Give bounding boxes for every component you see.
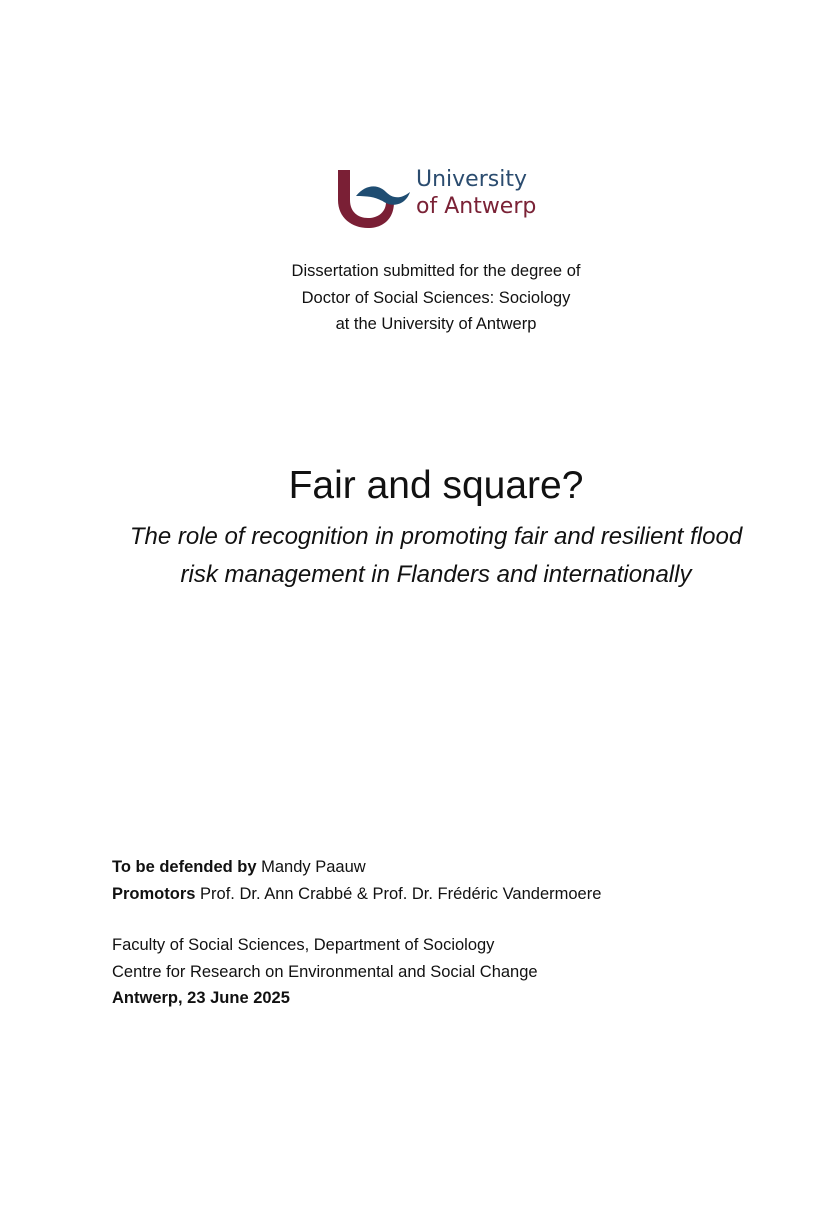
faculty-line: Faculty of Social Sciences, Department of Sociology bbox=[112, 936, 495, 954]
dissertation-statement bbox=[0, 258, 836, 338]
place-date-line bbox=[112, 985, 812, 1012]
university-logo bbox=[336, 166, 546, 232]
logo-line-university: University bbox=[416, 167, 527, 192]
defended-by-line bbox=[112, 854, 812, 881]
details-spacer bbox=[112, 907, 812, 932]
defended-by-name: Mandy Paauw bbox=[256, 858, 366, 876]
logo-wordmark bbox=[416, 166, 536, 220]
dissertation-title: Fair and square? bbox=[288, 464, 584, 507]
dissertation-line-3: at the University of Antwerp bbox=[335, 315, 537, 333]
centre-line: Centre for Research on Environmental and Social Change bbox=[112, 962, 538, 981]
subtitle-line-1: The role of recognition in promoting fair and resilient flood bbox=[129, 523, 743, 550]
dissertation-line-2: Doctor of Social Sciences: Sociology bbox=[301, 288, 571, 307]
promotors-names: Prof. Dr. Ann Crabbé & Prof. Dr. Frédéric Vandermoere bbox=[195, 884, 602, 903]
dissertation-subtitle bbox=[0, 518, 836, 594]
subtitle-line-2: risk management in Flanders and internationally bbox=[180, 561, 692, 588]
university-logo-emblem bbox=[336, 166, 412, 232]
defended-by-label: To be defended by bbox=[112, 858, 257, 876]
logo-line-antwerp: of Antwerp bbox=[416, 194, 537, 219]
defense-details bbox=[112, 854, 812, 1012]
place-date: Antwerp, 23 June 2025 bbox=[112, 989, 290, 1007]
promotors-line bbox=[112, 881, 812, 908]
dissertation-line-1: Dissertation submitted for the degree of bbox=[291, 262, 581, 280]
promotors-label: Promotors bbox=[112, 884, 196, 903]
